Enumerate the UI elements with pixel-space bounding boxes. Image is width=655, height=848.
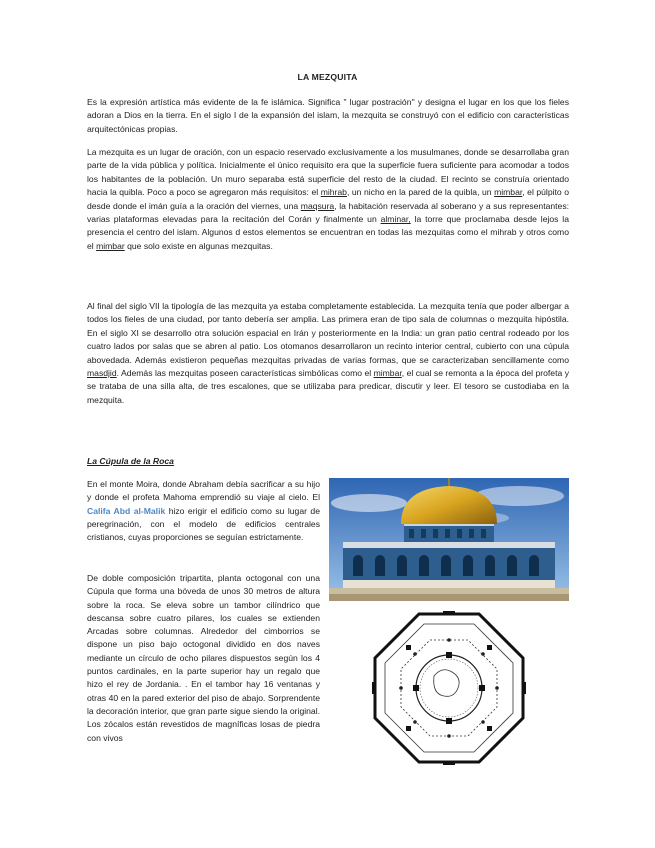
dome-photo: [329, 478, 569, 601]
section-heading: La Cúpula de la Roca: [87, 456, 174, 466]
term-mimbar: mimbar: [373, 368, 402, 379]
octagonal-floor-plan: [329, 610, 569, 770]
page-title: LA MEZQUITA: [297, 72, 358, 82]
califa-link[interactable]: Califa Abd al-Malik: [87, 505, 166, 516]
term-mimbar: mimbar: [494, 187, 523, 198]
intro-text: Es la expresión artística más evidente de la fe islámica. Significa " lugar postración'' y designa el lugar en los que los fieles adoran a Dios en la tierra. En el siglo I de la expansión del islam, la mezquita se construyó con el edificio con características arquitectónicas propias.: [87, 97, 569, 134]
text-segment: , el púlpito o desde donde el imán guía a la oración del viernes, una: [87, 187, 570, 211]
term-maqsura: maqsura: [300, 200, 335, 211]
text-segment: , el cual se remonta a la época del profeta y se trataba de una silla alta, de tres escalones, que se utilizaba para predicar, discutir y leer. El tesoro se custodiaba en la mezquita.: [87, 368, 569, 405]
text-segment: De doble composición tripartita, planta octogonal con una Cúpula que forma una bóveda de unos 30 metros de altura sobre la roca. Se eleva sobre un tambor cilíndrico que descansa sobre cuatro pilares, los cuales se extienden Arcadas sobre columnas. Alrededor del cimborrios se dispone un piso bajo octogonal dividido en dos naves mediante un círculo de ocho pilares dispuestos según los 4 puntos cardinales, en la parte superior hay un regalo que hizo el rey de Jordania. . En el tambor hay 16 ventanas y otras 40 en la pared exterior del piso de abajo. Sorprendente la decoración interior, que gran parte sigue siendo la original. Los zócalos están revestidos de magníficas losas de piedra con vivos: [87, 573, 320, 743]
term-mihrab: mihrab: [320, 187, 347, 198]
term-mimbar: mimbar: [96, 240, 125, 251]
intro-paragraph: [87, 96, 569, 136]
floor-plan-diagram: [329, 610, 569, 770]
text-segment: , la habitación reservada al soberano y a sus representantes: varias plataformas elevadas para la recitación del Corán y finalmente un: [87, 200, 569, 225]
cupula-paragraph-1: [87, 478, 320, 544]
text-segment: que solo existe en algunas mezquitas.: [124, 240, 273, 251]
tipologia-paragraph: [87, 300, 569, 407]
text-segment: hizo erigir el edificio como su lugar de peregrinación, con el modelo de edificios centrales cristianos, cuyas proporciones se seguían estrictamente.: [87, 505, 320, 543]
term-masdjid: masdjid: [87, 368, 117, 379]
term-alminar: alminar,: [380, 214, 411, 225]
text-segment: La mezquita es un lugar de oración, con un espacio reservado exclusivamente a los musulmanes, donde se desarrollaba gran parte de la vida pública y política. Inicialmente el único requisito era que la superficie fuera suficiente para acomodar a todos los habitantes de la población. Un muro separaba está superficie del resto de la ciudad. El recinto se construía orientado hacia la quibla. Poco a poco se agregaron más requisitos: el: [87, 147, 569, 198]
text-segment: En el monte Moira, donde Abraham debía sacrificar a su hijo y donde el profeta Mahoma emprendió su viaje al cielo. El: [87, 479, 320, 503]
oracion-paragraph: [87, 146, 569, 253]
text-segment: Al final del siglo VII la tipología de las mezquita ya estaba completamente establecida. La mezquita tenía que poder albergar a todos los fieles de una ciudad, por tanto debería ser amplia. Las primera eran de tipo sala de columnas o mezquita hipóstila. En el siglo XI se desarrollo otra solución espacial en Irán y posteriormente en la India: un gran patio central rodeado por los cuatro lados por salas que se abren al patio. Los otomanos desarrollaron un recinto interior central, cubierto con una cúpula abovedada. Además existieron pequeñas mezquitas privadas de varias formas, que se caracterizaban sencillamente como: [87, 301, 569, 365]
text-segment: la torre que proclamaba desde lejos la presencia el centro del islam. Algunos d estos elementos se encuentran en todas las mezquitas como el mihrab y otros como el: [87, 214, 569, 251]
text-segment: , un nicho en la pared de la quibla, un: [346, 187, 495, 198]
dome-photo-illustration: [329, 478, 569, 601]
text-segment: . Además las mezquitas poseen características simbólicas como el: [116, 368, 374, 379]
cupula-paragraph-2: [87, 572, 320, 745]
